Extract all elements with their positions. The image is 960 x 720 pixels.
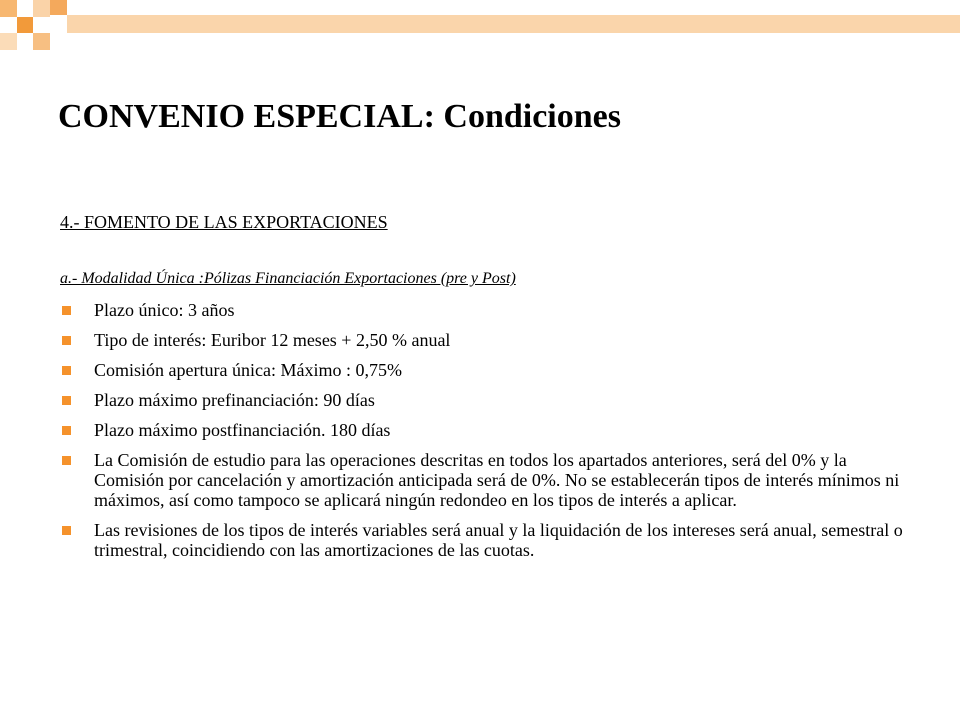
section-heading: 4.- FOMENTO DE LAS EXPORTACIONES	[60, 212, 388, 232]
list-item-text: Plazo máximo prefinanciación: 90 días	[94, 390, 375, 410]
square-bullet-icon	[62, 396, 71, 405]
decorative-square	[0, 0, 17, 17]
list-item	[60, 360, 920, 380]
list-item	[60, 420, 920, 440]
list-item	[60, 390, 920, 410]
square-bullet-icon	[62, 426, 71, 435]
square-bullet-icon	[62, 456, 71, 465]
square-bullet-icon	[62, 366, 71, 375]
list-item	[60, 300, 920, 320]
square-bullet-icon	[62, 306, 71, 315]
list-item	[60, 330, 920, 350]
list-item	[60, 520, 920, 560]
subsection-heading: a.- Modalidad Única :Pólizas Financiación Exportaciones (pre y Post)	[60, 270, 516, 287]
list-item-text: Las revisiones de los tipos de interés variables será anual y la liquidación de los intereses será anual, semestral o trimestral, coincidiendo con las amortizaciones de las cuotas.	[94, 520, 903, 560]
list-item-text: La Comisión de estudio para las operaciones descritas en todos los apartados anteriores, será del 0% y la Comisión por cancelación y amortización anticipada será de 0%. No se establecerán tipos de interés mínimos ni máximos, así como tampoco se aplicará ningún redondeo en los tipos de interés a aplicar.	[94, 450, 900, 510]
square-bullet-icon	[62, 526, 71, 535]
list-item-text: Comisión apertura única: Máximo : 0,75%	[94, 360, 402, 380]
decorative-square	[50, 0, 67, 15]
list-item-text: Tipo de interés: Euribor 12 meses + 2,50 % anual	[94, 330, 451, 350]
decorative-square	[33, 0, 50, 17]
decorative-header	[0, 0, 960, 60]
bullet-list	[60, 300, 920, 570]
decorative-square	[17, 17, 33, 33]
list-item-text: Plazo máximo postfinanciación. 180 días	[94, 420, 391, 440]
list-item	[60, 450, 920, 510]
square-bullet-icon	[62, 336, 71, 345]
decorative-bar	[67, 15, 960, 33]
slide-title: CONVENIO ESPECIAL: Condiciones	[58, 98, 621, 135]
list-item-text: Plazo único: 3 años	[94, 300, 235, 320]
decorative-square	[33, 33, 50, 50]
decorative-square	[0, 33, 17, 50]
